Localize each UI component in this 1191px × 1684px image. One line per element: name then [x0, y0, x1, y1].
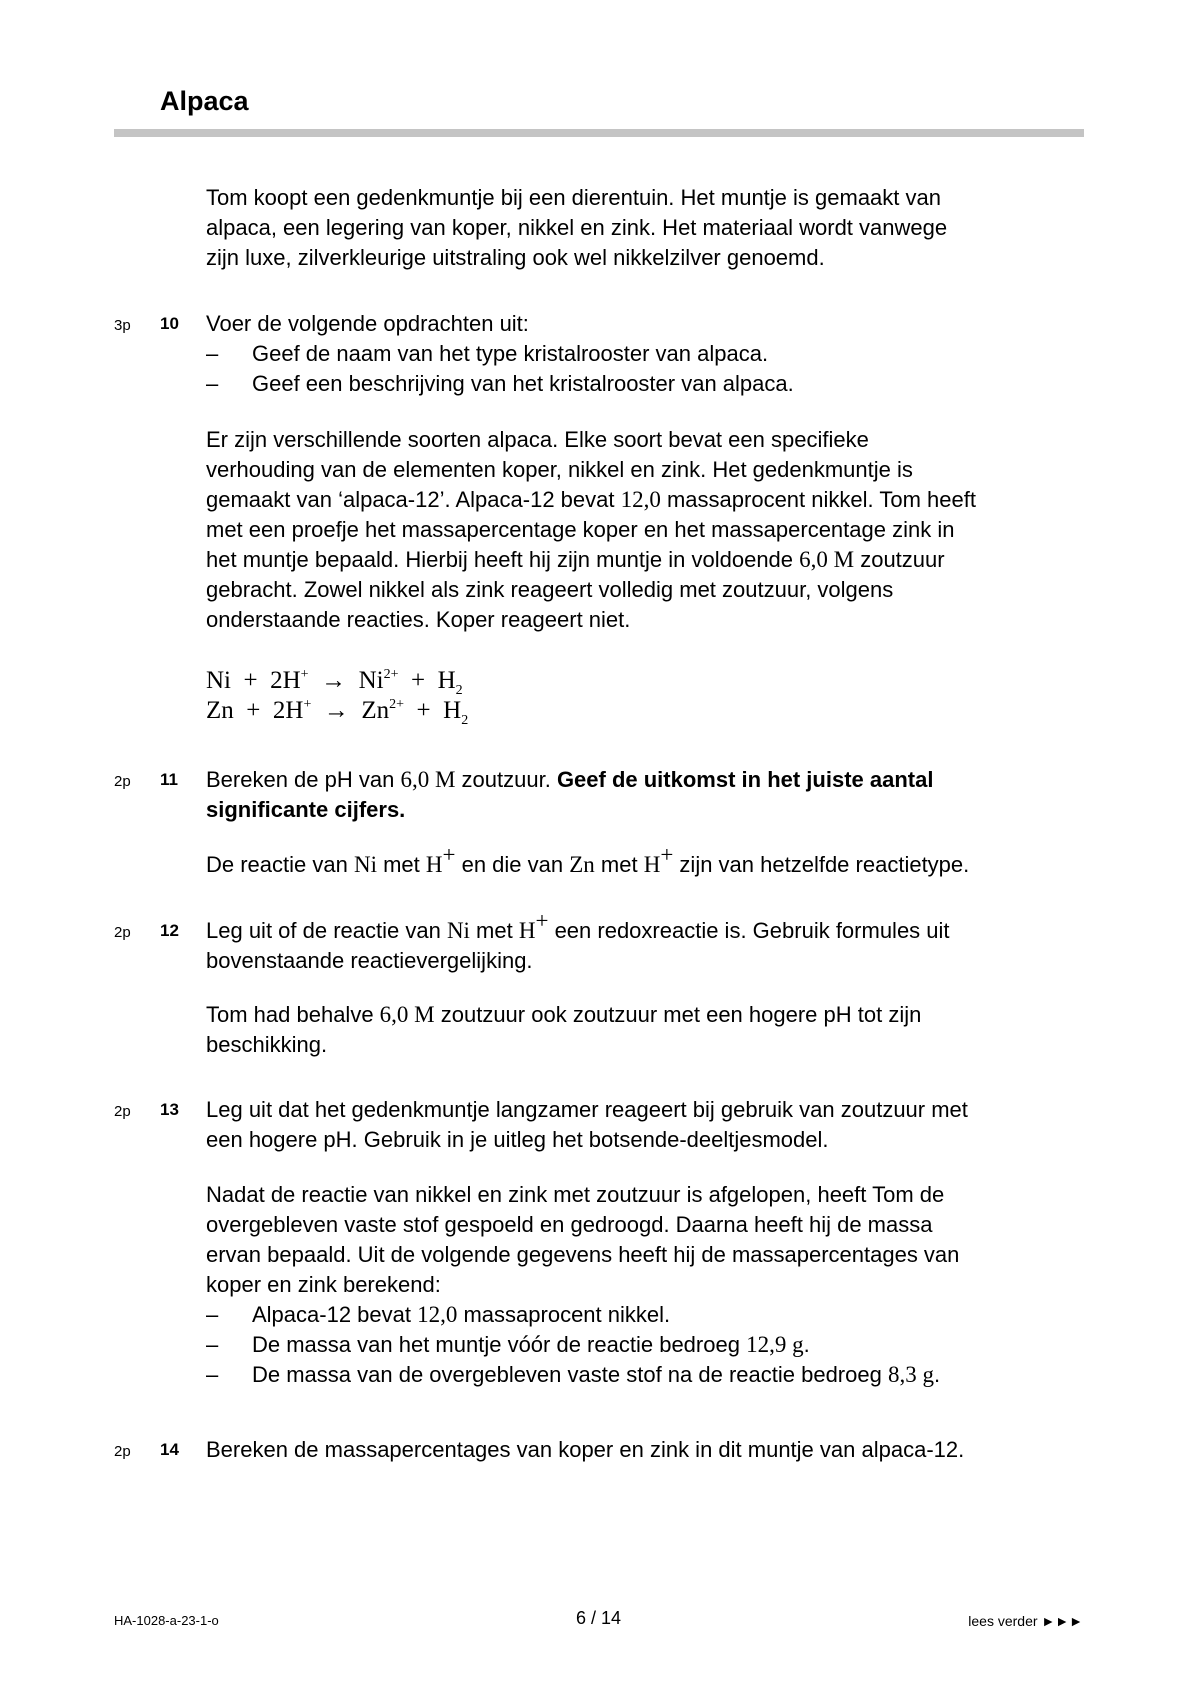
text: met: [469, 918, 519, 943]
header-divider: [114, 129, 1084, 137]
question-points: 3p: [114, 317, 131, 334]
charge: +: [660, 842, 674, 867]
question-points: 2p: [114, 773, 131, 790]
text-line: alpaca, een legering van koper, nikkel en zink. Het materiaal wordt vanwege: [206, 215, 948, 240]
context-paragraph-5: [206, 1180, 1086, 1390]
item-text: Geef de naam van het type kristalrooster van alpaca.: [252, 341, 769, 366]
value: 6,0 M: [379, 1002, 435, 1027]
text-line: Tom koopt een gedenkmuntje bij een dierentuin. Het muntje is gemaakt van: [206, 185, 941, 210]
charge: +: [300, 667, 309, 682]
text: Tom had behalve: [206, 1002, 380, 1027]
formula: H: [643, 852, 661, 877]
page-number: 6 / 14: [576, 1608, 622, 1628]
text-line: Nadat de reactie van nikkel en zink met zoutzuur is afgelopen, heeft Tom de: [206, 1182, 945, 1207]
text-line: ervan bepaald. Uit de volgende gegevens heeft hij de massapercentages van: [206, 1242, 960, 1267]
emphasis: significante cijfers.: [206, 797, 406, 822]
arrow-icon: →: [308, 667, 359, 694]
question-number: 12: [160, 921, 179, 940]
question-10: [206, 309, 1086, 399]
question-number: 13: [160, 1100, 179, 1119]
text: het muntje bepaald. Hierbij heeft hij zijn muntje in voldoende: [206, 547, 800, 572]
charge: +: [442, 842, 456, 867]
context-paragraph-4: [206, 1000, 1086, 1060]
text: Leg uit of de reactie van: [206, 918, 447, 943]
text-line: [206, 545, 1086, 575]
question-text: Bereken de massapercentages van koper en zink in dit muntje van alpaca-12.: [206, 1437, 965, 1462]
text: zijn van hetzelfde reactietype.: [673, 852, 970, 877]
intro-paragraph: [206, 183, 1086, 273]
subscript: 2: [461, 713, 469, 728]
question-number: 11: [160, 770, 178, 789]
value: 12,9 g: [746, 1332, 804, 1357]
question-number: 10: [160, 314, 179, 333]
text-line: gebracht. Zowel nikkel als zink reageert volledig met zoutzuur, volgens: [206, 577, 894, 602]
text-line: overgebleven vaste stof gespoeld en gedroogd. Daarna heeft hij de massa: [206, 1212, 933, 1237]
formula: Ni: [446, 918, 470, 943]
text: De massa van het muntje vóór de reactie bedroeg: [252, 1332, 747, 1357]
text: zoutzuur.: [455, 767, 557, 792]
charge: 2+: [389, 697, 405, 712]
text: Bereken de pH van: [206, 767, 401, 792]
text: een redoxreactie is. Gebruik formules uit: [548, 918, 950, 943]
charge: +: [535, 908, 549, 933]
text: gemaakt van ‘alpaca-12’. Alpaca-12 bevat: [206, 487, 621, 512]
list-item: [206, 339, 1086, 369]
formula: H: [518, 918, 536, 943]
list-item: [206, 1330, 1086, 1360]
text: De reactie van: [206, 852, 354, 877]
continue-indicator: lees verder ►►►: [968, 1613, 1083, 1629]
exam-code: HA-1028-a-23-1-o: [114, 1613, 219, 1628]
question-points: 2p: [114, 924, 131, 941]
reaction-equations: [206, 666, 468, 726]
eq-part: + H: [404, 697, 462, 724]
eq-part: Zn + 2H: [206, 697, 304, 724]
text-line: [206, 908, 1086, 946]
text: massaprocent nikkel. Tom heeft: [660, 487, 976, 512]
formula: H: [425, 852, 443, 877]
dash-bullet: –: [206, 371, 219, 396]
item-text: Geef een beschrijving van het kristalrooster van alpaca.: [252, 371, 794, 396]
text-line: met een proefje het massapercentage koper en het massapercentage zink in: [206, 517, 955, 542]
text: zoutzuur: [854, 547, 945, 572]
text: Alpaca-12 bevat: [252, 1302, 418, 1327]
text-line: onderstaande reacties. Koper reageert niet.: [206, 607, 631, 632]
context-paragraph-3: [206, 842, 1086, 880]
text-line: [206, 765, 1086, 795]
question-14: [206, 1435, 1086, 1465]
dash-bullet: –: [206, 1362, 219, 1387]
value: 6,0 M: [400, 767, 456, 792]
text: en die van: [455, 852, 570, 877]
text-line: koper en zink berekend:: [206, 1272, 441, 1297]
text-line: een hogere pH. Gebruik in je uitleg het botsende-deeltjesmodel.: [206, 1127, 829, 1152]
value: 12,0: [417, 1302, 458, 1327]
eq-part: + H: [398, 667, 456, 694]
text: met: [376, 852, 426, 877]
context-paragraph-2: [206, 425, 1086, 635]
value: 8,3 g: [887, 1362, 934, 1387]
question-13: [206, 1095, 1086, 1155]
text-line: [206, 485, 1086, 515]
question-12: [206, 908, 1086, 976]
eq-part: Ni + 2H: [206, 667, 301, 694]
text-line: [206, 1000, 1086, 1030]
question-points: 2p: [114, 1103, 131, 1120]
charge: +: [303, 697, 312, 712]
emphasis: Geef de uitkomst in het juiste aantal: [556, 767, 934, 792]
text-line: Er zijn verschillende soorten alpaca. Elke soort bevat een specifieke: [206, 427, 869, 452]
value: 6,0 M: [799, 547, 855, 572]
eq-part: Zn: [361, 697, 390, 724]
section-title: Alpaca: [160, 86, 249, 116]
text: .: [933, 1362, 941, 1387]
text-line: zijn luxe, zilverkleurige uitstraling ook wel nikkelzilver genoemd.: [206, 245, 825, 270]
text: .: [803, 1332, 810, 1357]
dash-bullet: –: [206, 1332, 219, 1357]
equation-zinc: [206, 696, 468, 726]
subscript: 2: [455, 683, 463, 698]
dash-bullet: –: [206, 1302, 219, 1327]
formula: Zn: [569, 852, 595, 877]
text: De massa van de overgebleven vaste stof na de reactie bedroeg: [252, 1362, 888, 1387]
question-text: Voer de volgende opdrachten uit:: [206, 311, 529, 336]
equation-nickel: [206, 666, 468, 696]
question-11: [206, 765, 1086, 825]
value: 12,0: [620, 487, 661, 512]
text: zoutzuur ook zoutzuur met een hogere pH tot zijn: [434, 1002, 922, 1027]
text-line: beschikking.: [206, 1032, 328, 1057]
question-points: 2p: [114, 1443, 131, 1460]
dash-bullet: –: [206, 341, 219, 366]
list-item: [206, 369, 1086, 399]
question-number: 14: [160, 1440, 179, 1459]
text-line: verhouding van de elementen koper, nikkel en zink. Het gedenkmuntje is: [206, 457, 913, 482]
text: massaprocent nikkel.: [457, 1302, 671, 1327]
list-item: [206, 1300, 1086, 1330]
text-line: bovenstaande reactievergelijking.: [206, 948, 533, 973]
formula: Ni: [353, 852, 377, 877]
charge: 2+: [383, 667, 399, 682]
text-line: Leg uit dat het gedenkmuntje langzamer reageert bij gebruik van zoutzuur met: [206, 1097, 968, 1122]
text: met: [594, 852, 644, 877]
eq-part: Ni: [358, 667, 384, 694]
text-line: [206, 842, 1086, 880]
arrow-icon: →: [311, 697, 362, 724]
list-item: [206, 1360, 1086, 1390]
